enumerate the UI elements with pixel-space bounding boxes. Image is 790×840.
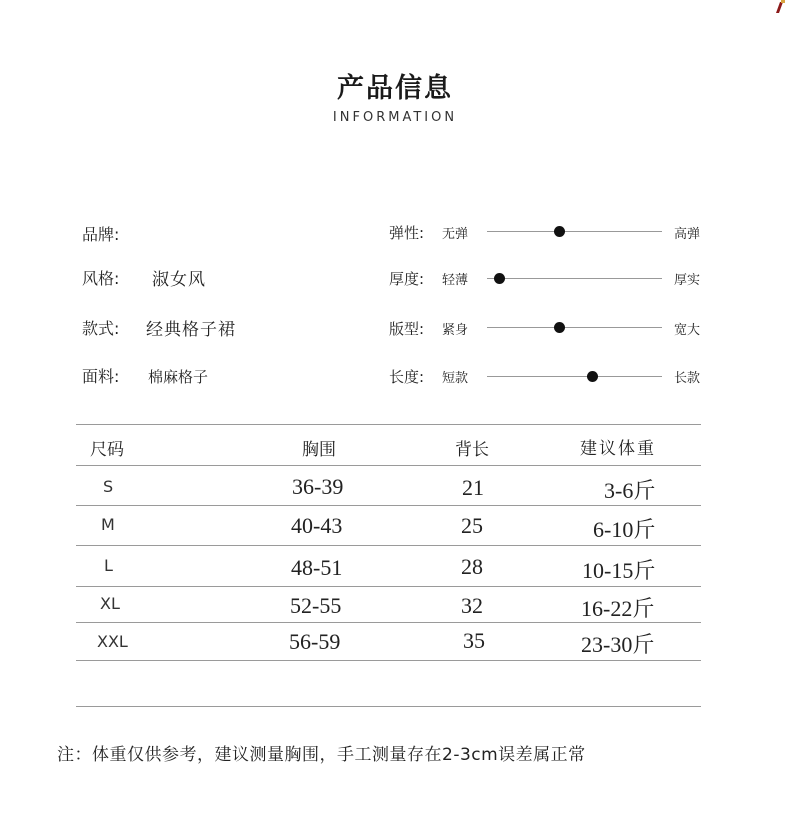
type-label: 款式: [82, 319, 120, 338]
page-title: 产品信息 [337, 73, 453, 104]
brand-label: 品牌: [82, 225, 120, 244]
attribute-indicator [494, 273, 505, 284]
chest-cell: 40-43 [291, 513, 343, 538]
attribute-indicator [554, 322, 565, 333]
chest-cell: 56-59 [289, 629, 341, 654]
weight-cell: 23-30斤 [581, 632, 655, 657]
corner-mark-icon [772, 0, 786, 14]
size-cell: S [103, 477, 114, 496]
weight-cell: 10-15斤 [582, 558, 656, 583]
size-cell: L [104, 556, 113, 575]
attribute-min-label: 无弹 [442, 227, 469, 242]
material-value: 棉麻格子 [148, 368, 209, 386]
type-value: 经典格子裙 [146, 320, 236, 340]
attribute-min-label: 轻薄 [442, 273, 469, 288]
weight-cell: 6-10斤 [593, 517, 656, 542]
weight-cell: 3-6斤 [604, 478, 656, 503]
attribute-max-label: 高弹 [674, 227, 701, 242]
table-header-weight: 建议体重 [580, 439, 656, 459]
table-header-chest: 胸围 [302, 440, 336, 460]
size-cell: M [101, 515, 115, 534]
material-label: 面料: [82, 367, 120, 386]
table-header-size: 尺码 [90, 440, 124, 460]
table-rule [76, 465, 701, 466]
weight-cell: 16-22斤 [581, 596, 655, 621]
attribute-track [487, 376, 662, 377]
table-rule [76, 660, 701, 661]
size-cell: XL [100, 594, 120, 613]
back-length-cell: 25 [461, 513, 483, 538]
table-rule [76, 545, 701, 546]
chest-cell: 48-51 [291, 555, 343, 580]
attribute-max-label: 厚实 [674, 273, 701, 288]
table-rule [76, 505, 701, 506]
back-length-cell: 35 [463, 628, 485, 653]
attribute-min-label: 短款 [442, 371, 469, 386]
attribute-max-label: 宽大 [674, 323, 701, 338]
attribute-indicator [587, 371, 598, 382]
attribute-track [487, 327, 662, 328]
chest-cell: 36-39 [292, 474, 344, 499]
attribute-label: 版型: [389, 320, 425, 338]
table-rule [76, 706, 701, 707]
table-rule [76, 586, 701, 587]
back-length-cell: 21 [462, 475, 484, 500]
attribute-track [487, 278, 662, 279]
style-value: 淑女风 [152, 270, 206, 290]
attribute-max-label: 长款 [674, 371, 701, 386]
attribute-label: 弹性: [389, 224, 425, 242]
attribute-track [487, 231, 662, 232]
chest-cell: 52-55 [290, 593, 342, 618]
footnote: 注：体重仅供参考，建议测量胸围，手工测量存在2-3cm误差属正常 [57, 745, 586, 765]
back-length-cell: 32 [461, 593, 483, 618]
attribute-indicator [554, 226, 565, 237]
table-rule [76, 424, 701, 425]
attribute-min-label: 紧身 [442, 323, 469, 338]
back-length-cell: 28 [461, 554, 483, 579]
size-cell: XXL [97, 632, 128, 651]
attribute-label: 厚度: [389, 270, 425, 288]
table-header-back-length: 背长 [455, 440, 489, 460]
page-subtitle: INFORMATION [332, 110, 458, 125]
style-label: 风格: [82, 269, 120, 288]
attribute-label: 长度: [389, 368, 425, 386]
